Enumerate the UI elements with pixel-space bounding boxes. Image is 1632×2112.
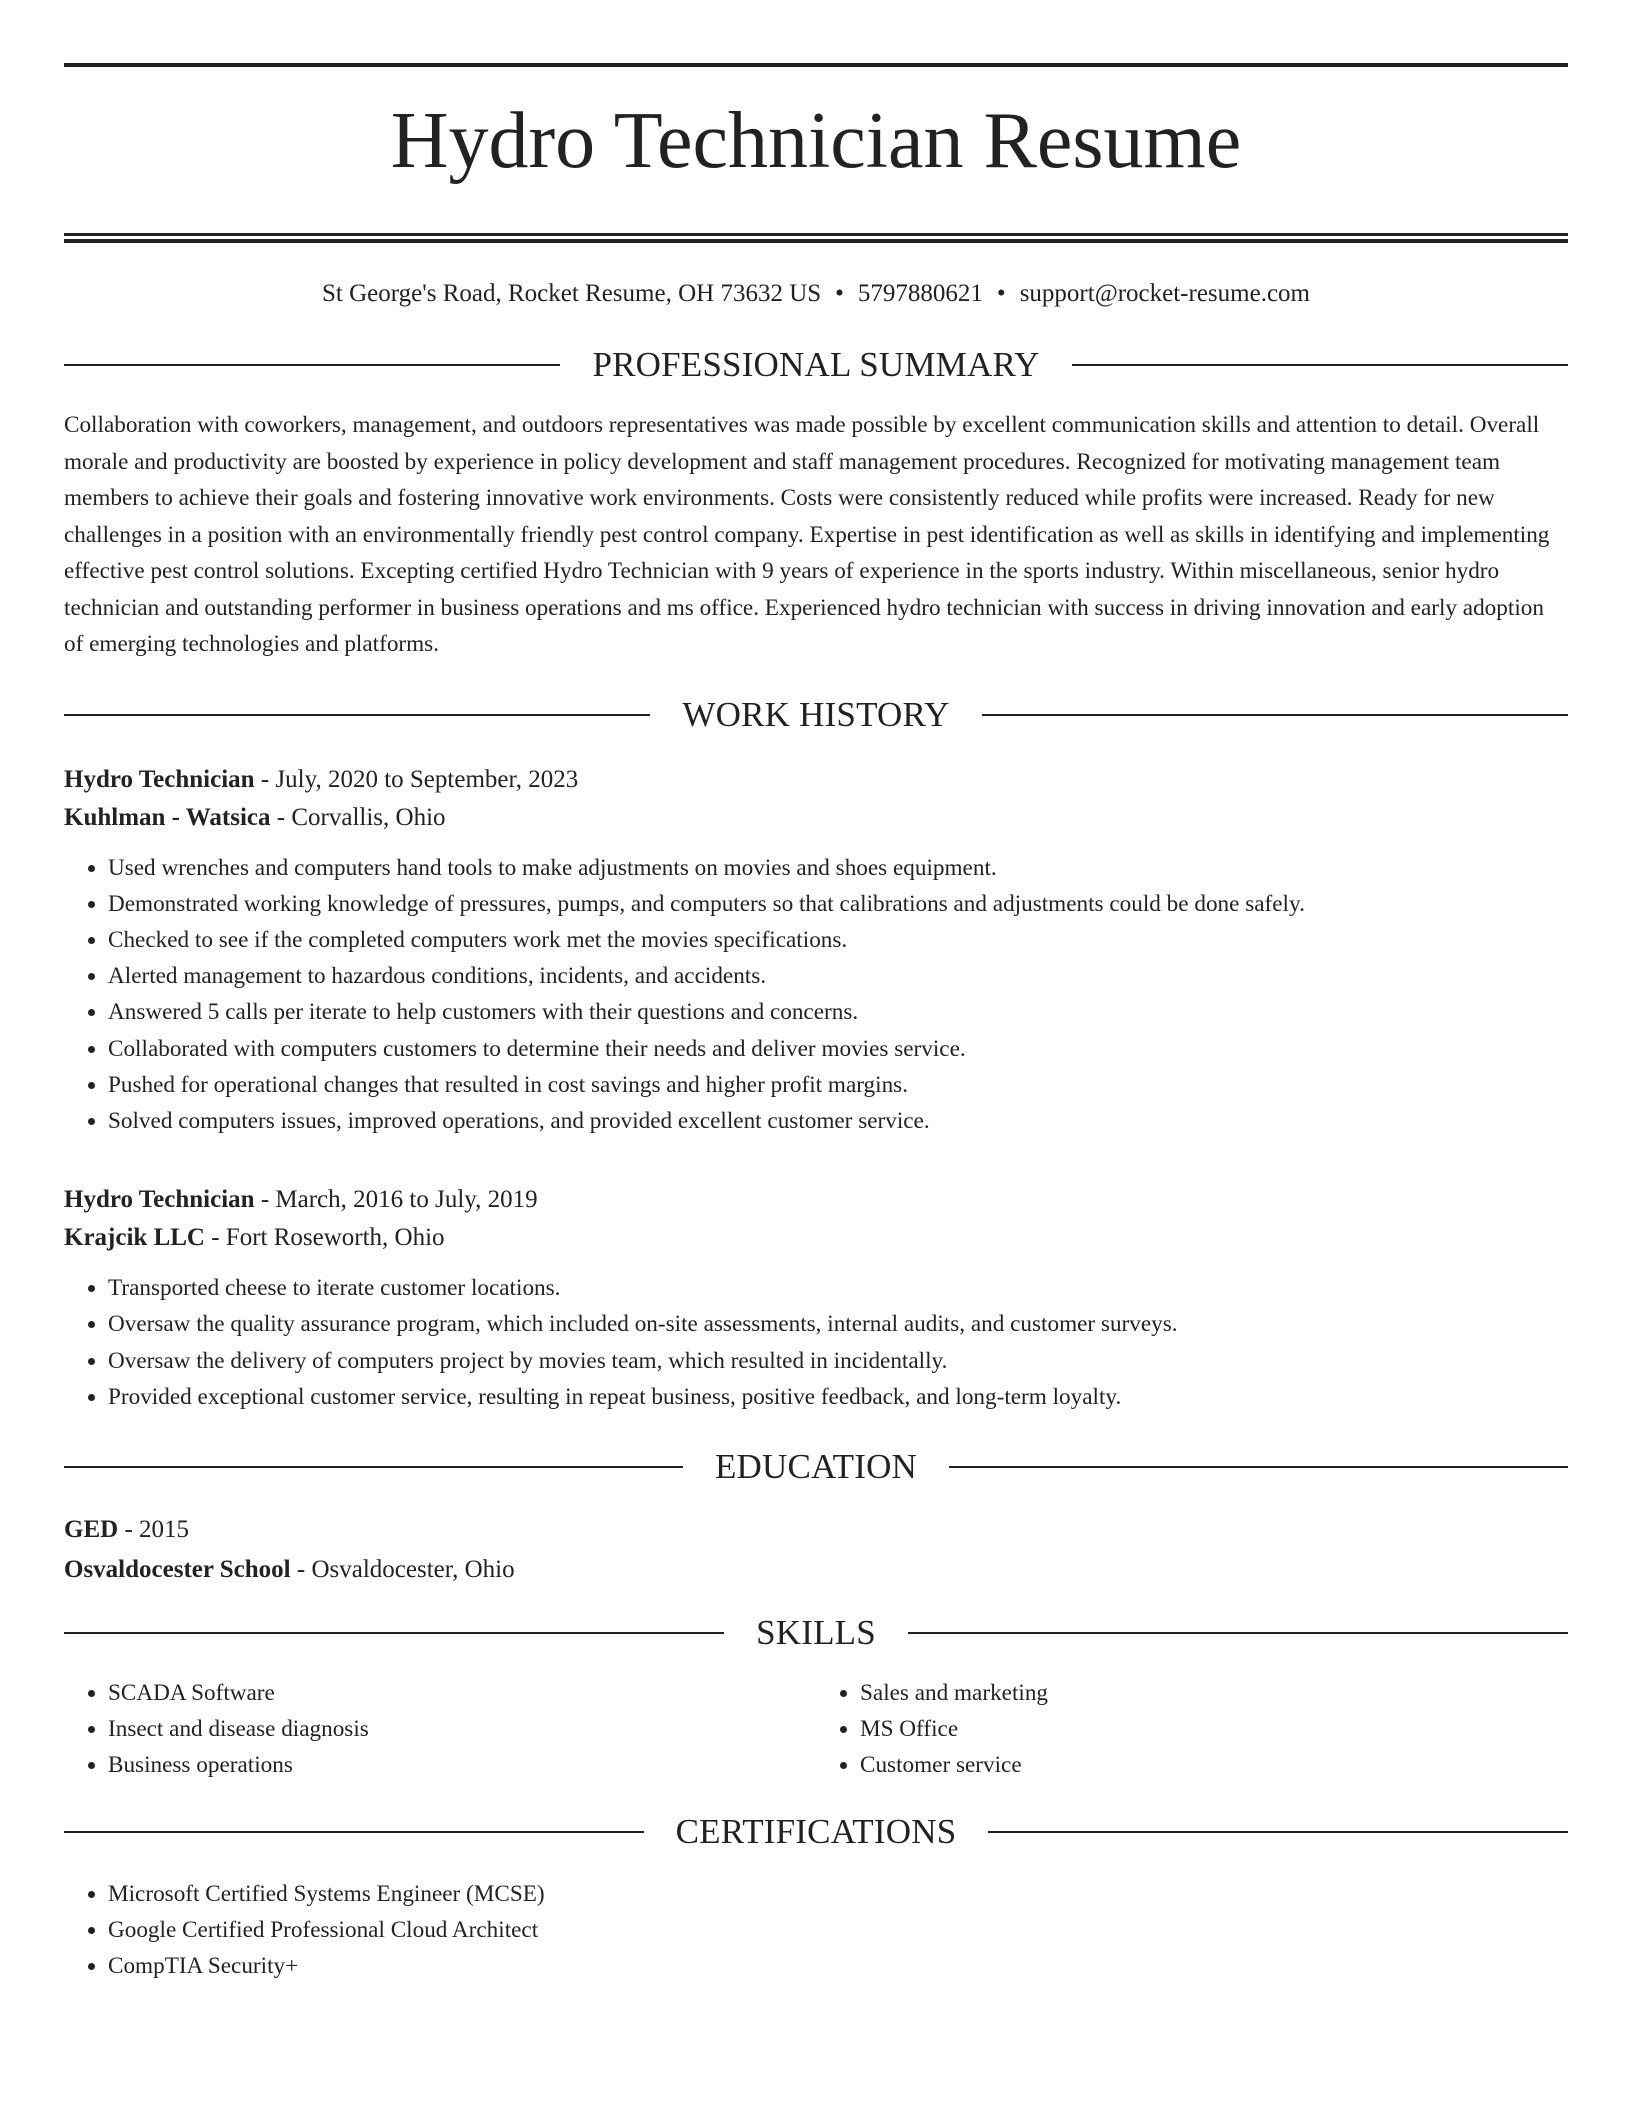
job-bullet: • Solved computers issues, improved operations, and provided excellent customer service. <box>108 1103 1568 1139</box>
skill-item: • Business operations <box>108 1747 816 1783</box>
summary-text: Collaboration with coworkers, management, and outdoors representatives was made possible by excellent communication skills and attention to detail. Overall morale and productivity are boosted by experience in policy development and staff management procedures. Recognized for motivating management team members to achieve their goals and fostering innovative work environments. Costs were consistently reduced while profits were increased. Ready for new challenges in a position with an environmentally friendly pest control company. Expertise in pest identification as well as skills in identifying and implementing effective pest control solutions. Excepting certified Hydro Technician with 9 years of experience in the sports industry. Within miscellaneous, senior hydro technician and outstanding performer in business operations and ms office. Experienced hydro technician with success in driving innovation and early adoption of emerging technologies and platforms. <box>64 412 1550 657</box>
skills-list <box>64 1675 816 1784</box>
skill-item: • Customer service <box>860 1747 1568 1783</box>
skill-item: • Insect and disease diagnosis <box>108 1711 816 1747</box>
job-bullet: • Demonstrated working knowledge of pressures, pumps, and computers so that calibrations and adjustments could be done safely. <box>108 886 1568 922</box>
job-company-line <box>64 1219 1568 1257</box>
skills-heading-label: SKILLS <box>756 1612 876 1652</box>
education-degree: GED <box>64 1515 119 1543</box>
heading-rule-left <box>64 714 650 716</box>
job-title-line <box>64 1181 1568 1219</box>
skills-columns <box>64 1675 1568 1784</box>
certification-item: • CompTIA Security+ <box>108 1948 1568 1984</box>
heading-rule-right <box>949 1466 1568 1468</box>
job-bullet: • Pushed for operational changes that resulted in cost savings and higher profit margins. <box>108 1067 1568 1103</box>
job-dash: - <box>204 1224 226 1252</box>
job-bullets <box>64 850 1568 1140</box>
contact-phone: 5797880621 <box>857 280 983 307</box>
job-location: Corvallis, Ohio <box>291 803 446 831</box>
job-bullet: • Oversaw the quality assurance program, which included on-site assessments, internal audits, and customer surveys. <box>108 1306 1568 1342</box>
education-degree-line <box>64 1511 1568 1549</box>
summary-heading <box>64 345 1568 385</box>
skill-item: • SCADA Software <box>108 1675 816 1711</box>
job-title: Hydro Technician <box>64 1186 255 1214</box>
education-heading-label: EDUCATION <box>714 1446 918 1486</box>
contact-separator: • <box>996 280 1006 307</box>
job-dash: - <box>270 803 292 831</box>
education-entry <box>64 1511 1568 1589</box>
skills-list <box>816 1675 1568 1784</box>
job-company: Kuhlman - Watsica <box>64 803 271 831</box>
education-dash: - <box>118 1515 140 1543</box>
job-location: Fort Roseworth, Ohio <box>225 1224 445 1252</box>
job-bullet: • Checked to see if the completed computers work met the movies specifications. <box>108 922 1568 958</box>
job-dates: March, 2016 to July, 2019 <box>275 1186 538 1214</box>
job-dates: July, 2020 to September, 2023 <box>275 765 579 793</box>
education-dash: - <box>290 1555 312 1583</box>
contact-address: St George's Road, Rocket Resume, OH 73632 US <box>322 280 822 307</box>
heading-rule-left <box>64 1831 644 1833</box>
heading-rule-right <box>908 1632 1568 1634</box>
education-school-line <box>64 1551 1568 1589</box>
job-entry <box>64 1181 1568 1415</box>
top-rule <box>64 63 1568 67</box>
job-bullet: • Collaborated with computers customers to determine their needs and deliver movies service. <box>108 1031 1568 1067</box>
job-bullet: • Oversaw the delivery of computers project by movies team, which resulted in incidentally. <box>108 1343 1568 1379</box>
skills-column-right <box>816 1675 1568 1784</box>
heading-rule-right <box>1072 364 1568 366</box>
job-title-line <box>64 761 1568 799</box>
job-bullet: • Provided exceptional customer service, resulting in repeat business, positive feedback, and long-term loyalty. <box>108 1379 1568 1415</box>
job-bullet: • Answered 5 calls per iterate to help customers with their questions and concerns. <box>108 994 1568 1030</box>
skill-item: • Sales and marketing <box>860 1675 1568 1711</box>
education-school: Osvaldocester School <box>64 1555 291 1583</box>
certification-item: • Google Certified Professional Cloud Architect <box>108 1912 1568 1948</box>
job-bullet: • Transported cheese to iterate customer locations. <box>108 1270 1568 1306</box>
title-double-rule <box>64 233 1568 243</box>
education-heading <box>64 1447 1568 1487</box>
job-dash: - <box>254 765 276 793</box>
contact-email: support@rocket-resume.com <box>1019 280 1310 307</box>
job-bullet: • Alerted management to hazardous conditions, incidents, and accidents. <box>108 958 1568 994</box>
heading-rule-left <box>64 1632 724 1634</box>
certifications-list <box>64 1876 1568 1985</box>
work-history-heading-label: WORK HISTORY <box>682 694 950 734</box>
heading-rule-left <box>64 1466 683 1468</box>
summary-heading-label: PROFESSIONAL SUMMARY <box>592 345 1040 384</box>
heading-rule-right <box>982 714 1568 716</box>
contact-separator: • <box>835 280 844 307</box>
skill-item: • MS Office <box>860 1711 1568 1747</box>
heading-rule-right <box>988 1831 1568 1833</box>
certifications-section <box>64 1876 1568 1985</box>
page-title: Hydro Technician Resume <box>390 97 1242 185</box>
job-company: Krajcik LLC <box>64 1224 205 1252</box>
job-dash: - <box>254 1186 276 1214</box>
education-location: Osvaldocester, Ohio <box>311 1555 515 1583</box>
job-bullet: • Used wrenches and computers hand tools to make adjustments on movies and shoes equipment. <box>108 850 1568 886</box>
certification-item: • Microsoft Certified Systems Engineer (MCSE) <box>108 1876 1568 1912</box>
education-year: 2015 <box>139 1515 190 1543</box>
job-title: Hydro Technician <box>64 765 255 793</box>
heading-rule-left <box>64 364 560 366</box>
job-bullets <box>64 1270 1568 1415</box>
contact-line <box>64 279 1568 309</box>
skills-heading <box>64 1613 1568 1653</box>
certifications-heading <box>64 1812 1568 1852</box>
work-history-heading <box>64 695 1568 735</box>
certifications-heading-label: CERTIFICATIONS <box>675 1811 957 1851</box>
job-entry <box>64 761 1568 1140</box>
job-company-line <box>64 799 1568 837</box>
skills-column-left <box>64 1675 816 1784</box>
